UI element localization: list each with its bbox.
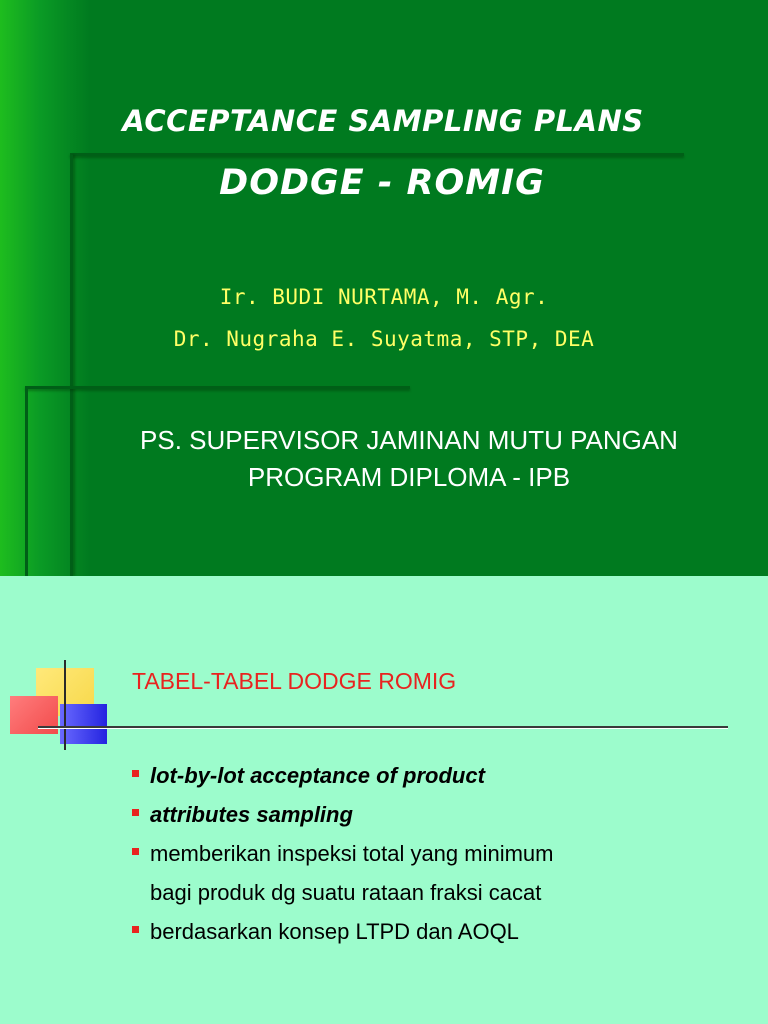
- bullet-square-icon: [132, 848, 139, 855]
- list-item: [130, 834, 750, 912]
- slide-heading: TABEL-TABEL DODGE ROMIG: [132, 668, 457, 694]
- divider-line-top: [70, 153, 684, 156]
- institution-line-2: PROGRAM DIPLOMA - IPB: [247, 462, 571, 492]
- list-item-text: attributes sampling: [150, 802, 353, 827]
- bullet-square-icon: [132, 770, 139, 777]
- bullet-square-icon: [132, 926, 139, 933]
- author-2: Dr. Nugraha E. Suyatma, STP, DEA: [173, 327, 595, 351]
- author-1: Ir. BUDI NURTAMA, M. Agr.: [219, 285, 549, 309]
- heading-underline-highlight: [38, 728, 728, 729]
- list-item: [130, 912, 750, 951]
- slide-subtitle: DODGE - ROMIG: [219, 163, 545, 203]
- divider-line-vertical: [70, 155, 73, 576]
- institution-line-1: PS. SUPERVISOR JAMINAN MUTU PANGAN: [140, 425, 678, 455]
- list-item: [130, 795, 750, 834]
- bullet-list: [130, 756, 750, 951]
- decorative-squares: [0, 576, 120, 766]
- bullet-square-icon: [132, 809, 139, 816]
- list-item-text: memberikan inspeksi total yang minimum: [150, 841, 554, 866]
- decorative-vertical-line: [64, 660, 66, 750]
- list-item: [130, 756, 750, 795]
- list-item-text-continued: bagi produk dg suatu rataan fraksi cacat: [150, 880, 542, 905]
- list-item-text: berdasarkan konsep LTPD dan AOQL: [150, 919, 519, 944]
- slide-title: ACCEPTANCE SAMPLING PLANS: [122, 104, 644, 138]
- content-slide: [0, 576, 768, 1024]
- blue-square: [60, 704, 107, 744]
- list-item-text: lot-by-lot acceptance of product: [150, 763, 485, 788]
- divider-line-middle: [25, 386, 410, 389]
